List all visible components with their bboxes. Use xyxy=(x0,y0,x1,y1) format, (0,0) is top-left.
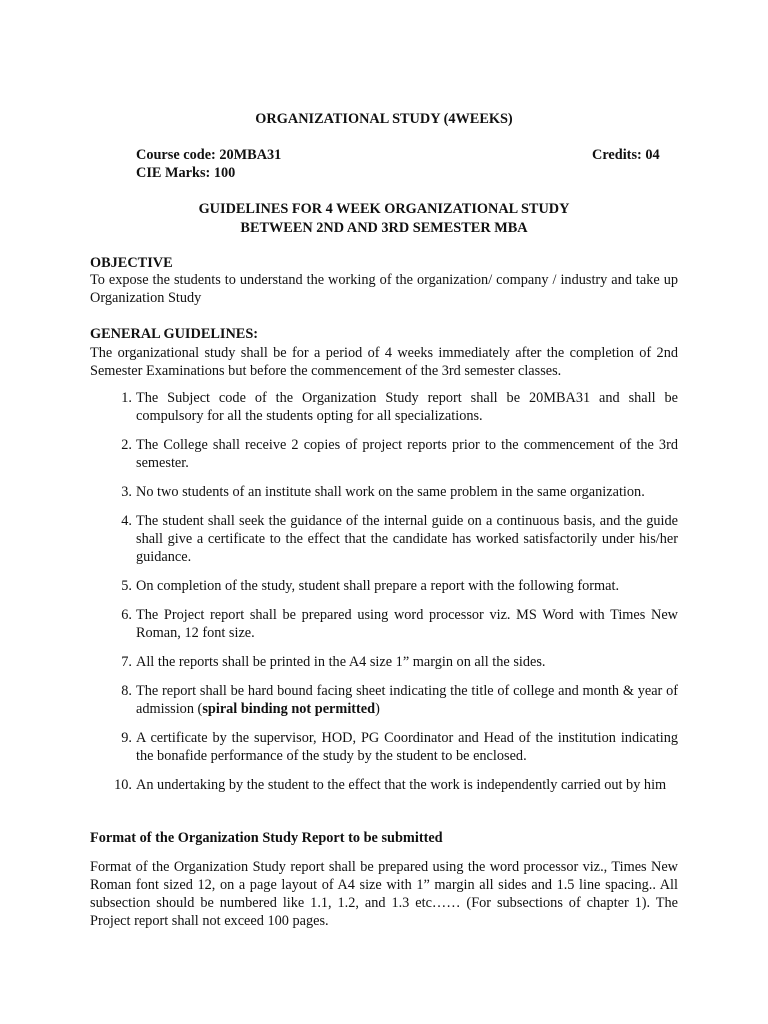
list-number: 3. xyxy=(121,484,132,500)
guidelines-list xyxy=(90,389,678,805)
list-item xyxy=(90,512,678,566)
list-text xyxy=(136,682,678,718)
list-item xyxy=(90,729,678,765)
list-text: A certificate by the supervisor, HOD, PG Coordinator and Head of the institution indicating the bonafide performance of the study by the student to be enclosed. xyxy=(136,730,678,764)
course-code: Course code: 20MBA31 xyxy=(136,147,282,163)
list-item xyxy=(90,436,678,472)
list-item xyxy=(90,776,678,794)
list-text-part: ) xyxy=(375,701,380,717)
list-number: 9. xyxy=(121,730,132,746)
list-item xyxy=(90,653,678,671)
list-number: 7. xyxy=(121,654,132,670)
list-number: 2. xyxy=(121,437,132,453)
list-text: On completion of the study, student shall prepare a report with the following format. xyxy=(136,578,620,594)
list-text: All the reports shall be printed in the A4 size 1” margin on all the sides. xyxy=(136,654,546,670)
list-text: The College shall receive 2 copies of project reports prior to the commencement of the 3rd semester. xyxy=(136,437,678,471)
list-text: The student shall seek the guidance of the internal guide on a continuous basis, and the guide shall give a certificate to the effect that the candidate has worked satisfactorily under his/her guidance. xyxy=(136,513,678,565)
objective-text: To expose the students to understand the working of the organization/ company / industry and take up Organization Study xyxy=(90,272,678,306)
general-guidelines-text: The organizational study shall be for a period of 4 weeks immediately after the completion of 2nd Semester Examinations but before the commencement of the 3rd semester classes. xyxy=(90,345,678,379)
objective-heading: OBJECTIVE xyxy=(90,255,173,271)
list-number: 4. xyxy=(121,513,132,529)
list-item xyxy=(90,389,678,425)
list-item xyxy=(90,682,678,718)
format-text: Format of the Organization Study report shall be prepared using the word processor viz., Times New Roman font sized 12, on a page layout of A4 size with 1” margin all sides and 1.5 line spacing.. All subsection should be numbered like 1.1, 1.2, and 1.3 etc…… (For subsections of chapter 1). The Project report shall not exceed 100 pages. xyxy=(90,859,678,929)
credits: Credits: 04 xyxy=(592,147,660,163)
list-number: 1. xyxy=(121,390,132,406)
list-text: The Project report shall be prepared using word processor viz. MS Word with Times New Roman, 12 font size. xyxy=(136,607,678,641)
list-text-emphasis: spiral binding not permitted xyxy=(202,701,376,717)
list-number: 8. xyxy=(121,683,132,699)
list-number: 10. xyxy=(114,777,132,793)
guidelines-title-line2: BETWEEN 2ND AND 3RD SEMESTER MBA xyxy=(240,220,528,236)
format-heading: Format of the Organization Study Report to be submitted xyxy=(90,830,443,846)
list-text: The Subject code of the Organization Study report shall be 20MBA31 and shall be compulsory for all the students opting for all specializations. xyxy=(136,390,678,424)
document-title: ORGANIZATIONAL STUDY (4WEEKS) xyxy=(255,111,513,127)
list-text: No two students of an institute shall work on the same problem in the same organization. xyxy=(136,484,645,500)
list-text-part: The report shall be hard bound facing sheet indicating the title of college and month & year of admission ( xyxy=(136,683,678,717)
list-item xyxy=(90,606,678,642)
guidelines-title-line1: GUIDELINES FOR 4 WEEK ORGANIZATIONAL STUDY xyxy=(198,201,570,217)
guidelines-title xyxy=(0,200,768,238)
list-number: 6. xyxy=(121,607,132,623)
general-guidelines-heading: GENERAL GUIDELINES: xyxy=(90,326,259,342)
list-text: An undertaking by the student to the effect that the work is independently carried out by him xyxy=(136,777,667,793)
list-item xyxy=(90,577,678,595)
list-item xyxy=(90,483,678,501)
list-number: 5. xyxy=(121,578,132,594)
cie-marks: CIE Marks: 100 xyxy=(136,165,236,181)
